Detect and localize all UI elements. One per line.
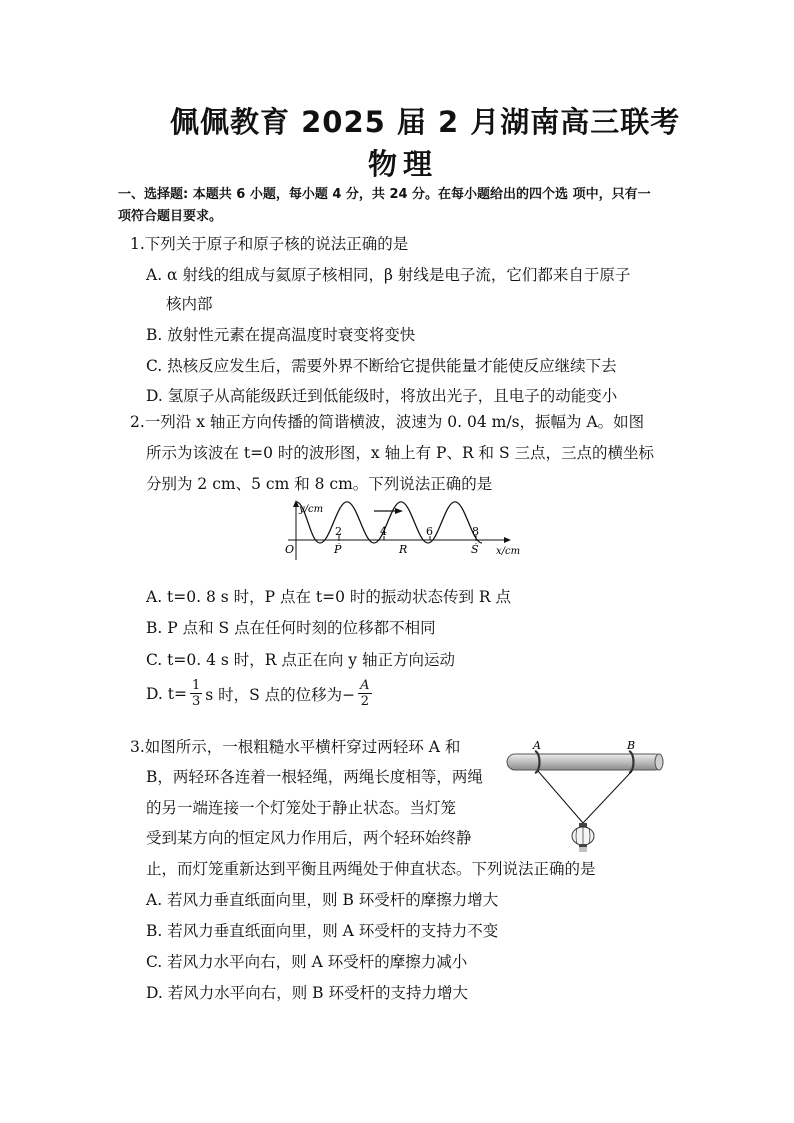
ring-label-a: A: [533, 739, 541, 752]
point-label-s: S: [471, 543, 479, 556]
rope-a: [538, 771, 583, 823]
lantern-icon: [572, 823, 594, 852]
question-3-option-b: B. 若风力垂直纸面向里，则 A 环受杆的支持力不变: [146, 922, 499, 940]
question-2-option-d-prefix: D. t=: [146, 684, 187, 703]
fraction-numerator: 1: [191, 678, 201, 693]
question-1-stem: 1.下列关于原子和原子核的说法正确的是: [130, 235, 409, 253]
question-1-option-c: C. 热核反应发生后，需要外界不断给它提供能量才能使反应继续下去: [146, 357, 617, 375]
section-instruction-line2: 项符合题目要求。: [118, 209, 223, 224]
question-3-stem-line2: B，两轻环各连着一根轻绳，两绳长度相等，两绳: [146, 768, 483, 786]
question-1-option-d: D. 氢原子从高能级跃迁到低能级时，将放出光子，且电子的动能变小: [146, 387, 618, 405]
origin-label: O: [285, 543, 295, 556]
propagation-arrow: [395, 508, 403, 514]
tick-label-2: 2: [335, 525, 342, 538]
rod-lantern-diagram: [503, 735, 668, 853]
y-axis-label: y/cm: [299, 504, 324, 515]
tick-label-4: 4: [380, 525, 387, 538]
question-3-stem-line3: 的另一端连接一个灯笼处于静止状态。当灯笼: [146, 799, 457, 817]
tick-label-8: 8: [472, 525, 479, 538]
question-2-option-d-middle: s 时，S 点的位移为−: [205, 685, 356, 704]
horizontal-rod: [507, 754, 663, 770]
question-3-option-d: D. 若风力水平向右，则 B 环受杆的支持力增大: [146, 984, 468, 1002]
tick-label-6: 6: [426, 525, 433, 538]
question-1-option-a: A. α 射线的组成与氦原子核相同，β 射线是电子流，它们都来自于原子: [146, 266, 631, 284]
fraction-one-third: [190, 678, 202, 709]
question-2-option-d: [146, 678, 375, 709]
question-2-option-a: A. t=0. 8 s 时，P 点在 t=0 时的振动状态传到 R 点: [146, 588, 511, 606]
subject-title: 物理: [368, 147, 439, 181]
question-2-option-c: C. t=0. 4 s 时，R 点正在向 y 轴正方向运动: [146, 651, 455, 669]
question-3-stem-line4: 受到某方向的恒定风力作用后，两个轻环始终静: [146, 829, 472, 847]
question-3-option-a: A. 若风力垂直纸面向里，则 B 环受杆的摩擦力增大: [146, 891, 499, 909]
fraction-a-half: [358, 678, 371, 709]
section-instruction-line1: 一、选择题: 本题共 6 小题，每小题 4 分，共 24 分。在每小题给出的四个选 项中，只有一: [118, 187, 651, 202]
ring-label-b: B: [627, 739, 636, 752]
point-label-r: R: [399, 543, 408, 556]
fraction-numerator: A: [360, 678, 370, 693]
fraction-denominator: 3: [191, 694, 201, 709]
question-2-stem-line1: 2.一列沿 x 轴正方向传播的简谐横波，波速为 0. 04 m/s，振幅为 A。如图: [130, 413, 645, 431]
question-2-stem-line2: 所示为该波在 t=0 时的波形图，x 轴上有 P、R 和 S 三点，三点的横坐标: [146, 444, 655, 462]
question-2-option-b: B. P 点和 S 点在任何时刻的位移都不相同: [146, 619, 436, 637]
question-1-option-a-cont: 核内部: [166, 295, 213, 313]
rope-b: [583, 771, 632, 823]
question-3-stem-line5: 止，而灯笼重新达到平衡且两绳处于伸直状态。下列说法正确的是: [146, 860, 596, 878]
question-3-option-c: C. 若风力水平向右，则 A 环受杆的摩擦力减小: [146, 953, 468, 971]
x-axis-label: x/cm: [496, 546, 521, 557]
wave-curve: [296, 502, 482, 543]
question-2-stem-line3: 分别为 2 cm、5 cm 和 8 cm。下列说法正确的是: [146, 475, 493, 493]
question-1-option-b: B. 放射性元素在提高温度时衰变将变快: [146, 326, 416, 344]
page-title: 佩佩教育 2025 届 2 月湖南高三联考: [170, 105, 681, 139]
fraction-denominator: 2: [360, 694, 369, 709]
wave-diagram: [280, 500, 530, 564]
point-label-p: P: [334, 543, 342, 556]
question-3-stem-line1: 3.如图所示，一根粗糙水平横杆穿过两轻环 A 和: [130, 738, 461, 756]
